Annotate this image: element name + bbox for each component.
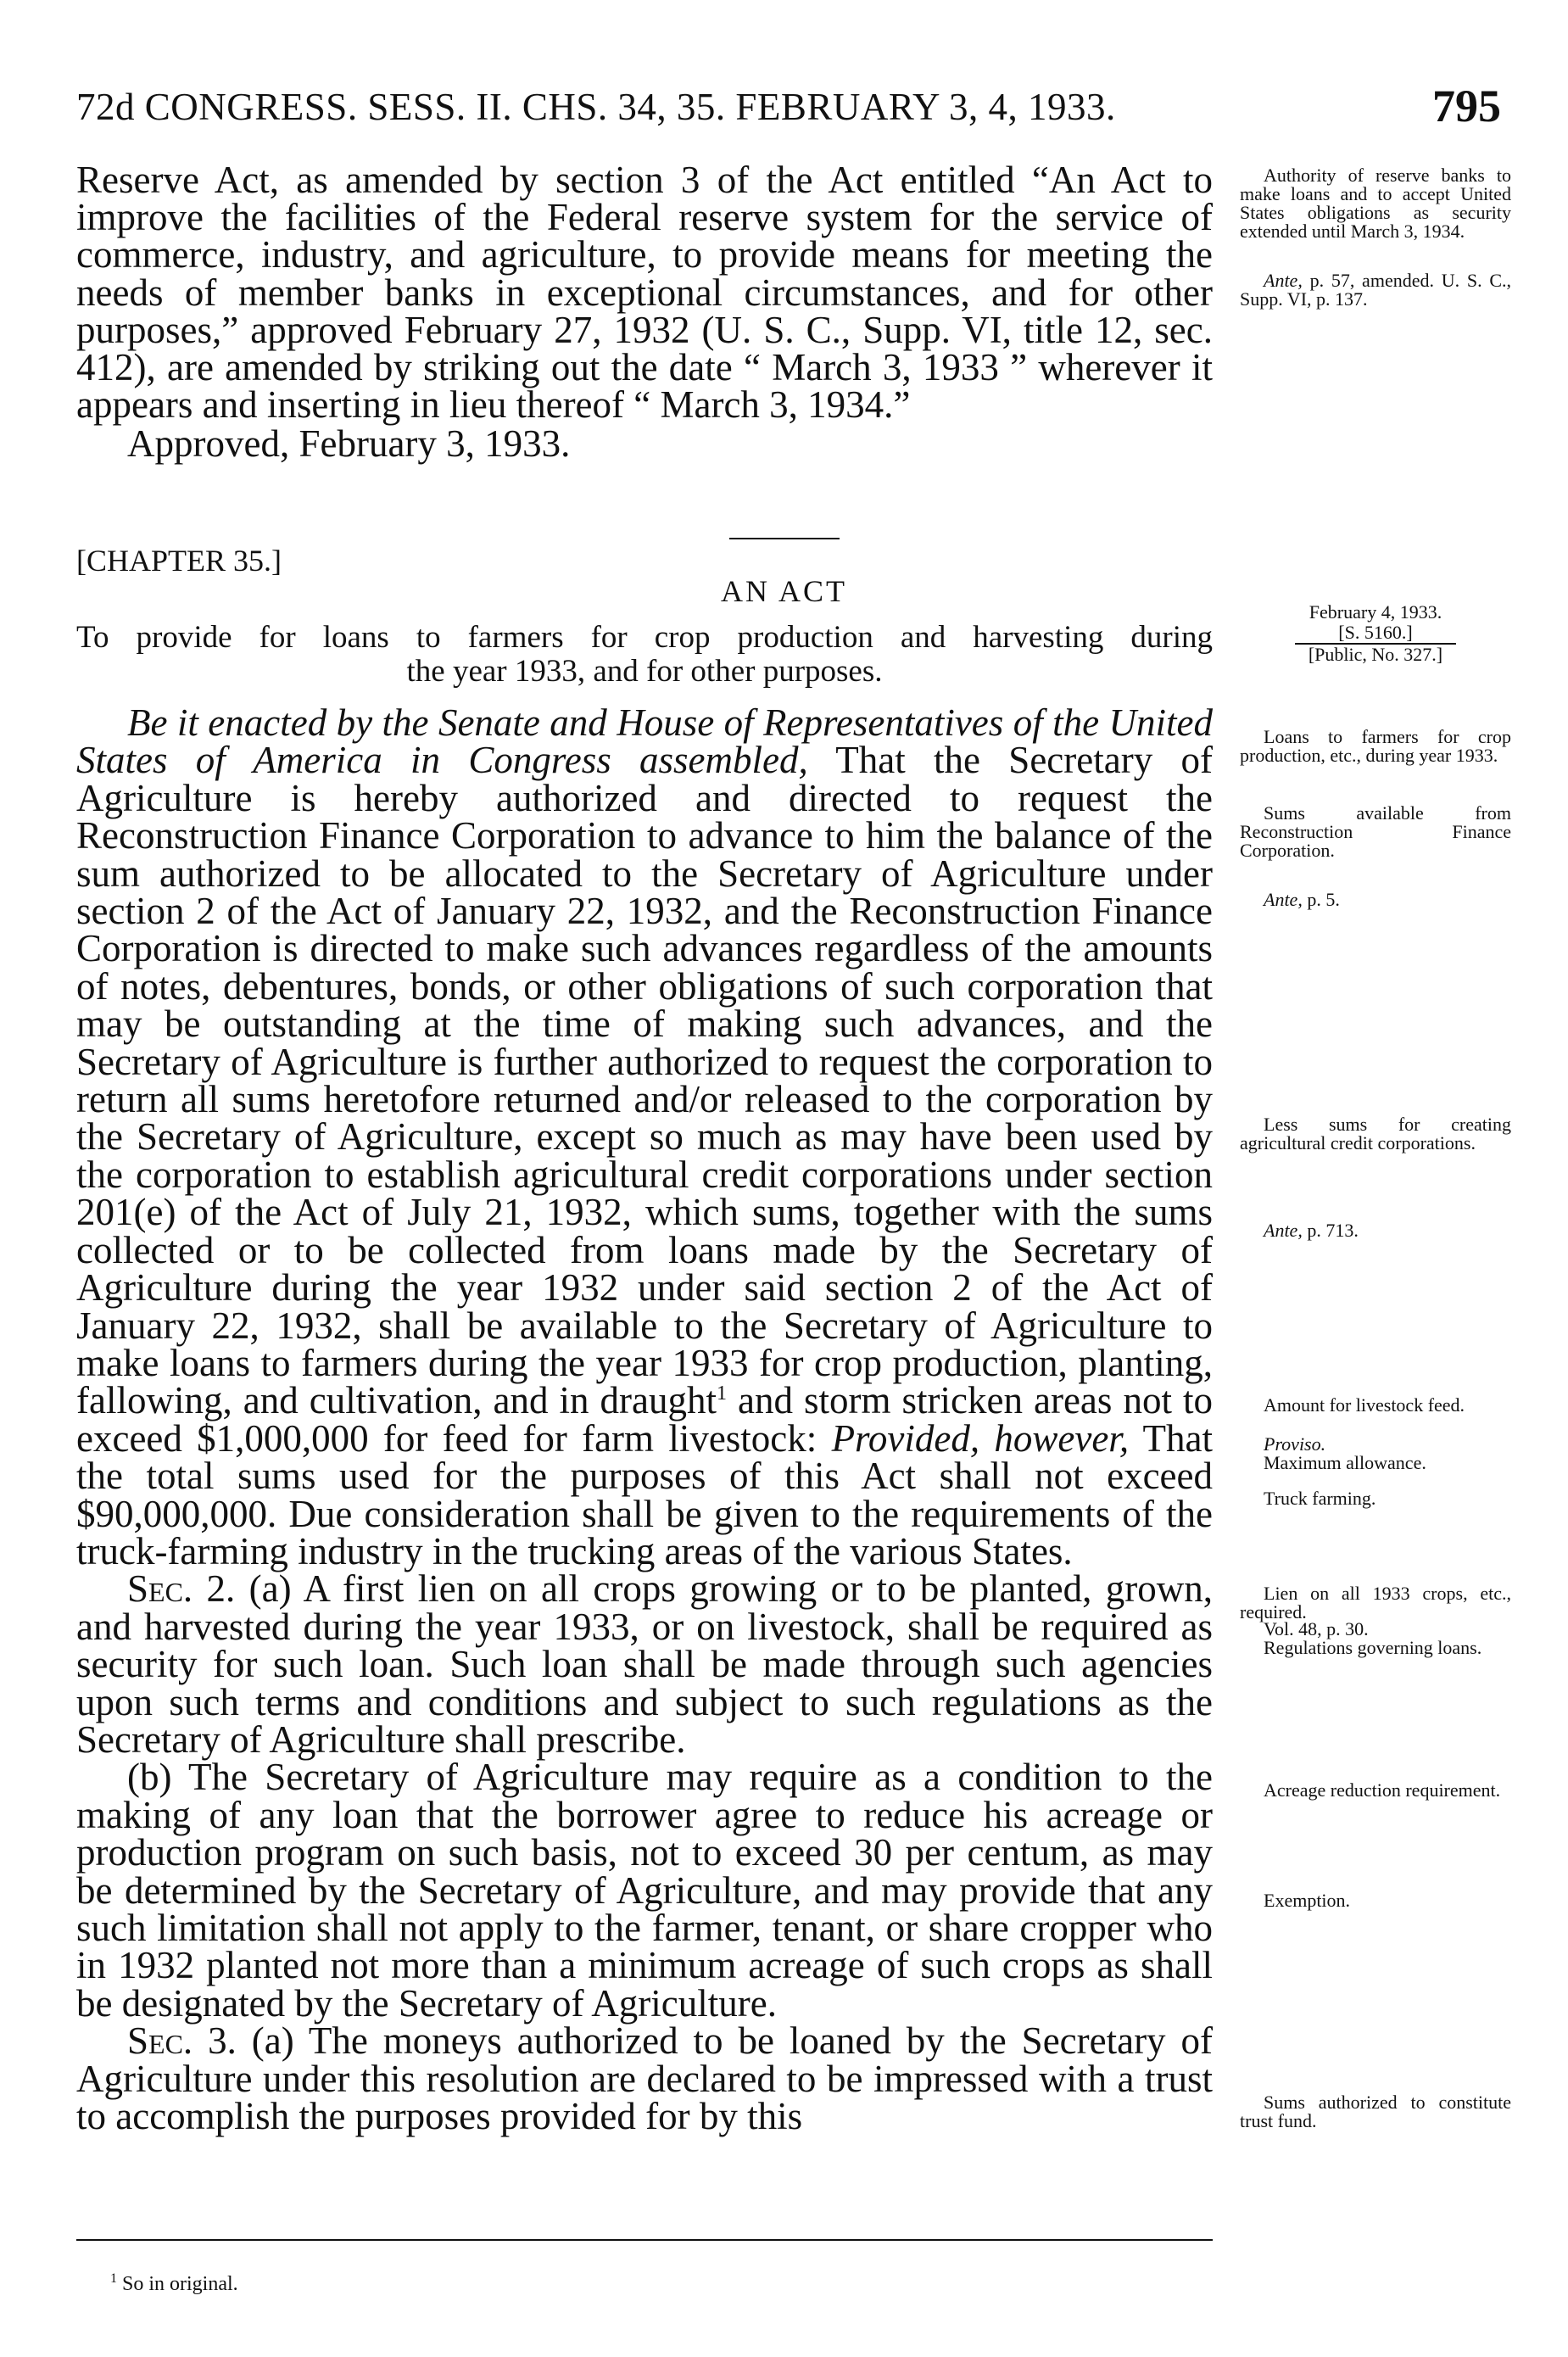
section-3-a xyxy=(76,2019,1213,2138)
margin-note-acreage-reduction: Acreage reduction requirement. xyxy=(1264,1779,1501,1801)
page-number: 795 xyxy=(1432,81,1501,131)
margin-note-loans-to-farmers: Loans to farmers for crop production, etc., during year 1933. xyxy=(1240,726,1511,766)
purpose-line-2: the year 1933, and for other purposes. xyxy=(406,654,883,689)
running-title: 72d CONGRESS. SESS. II. CHS. 34, 35. FEBRUARY 3, 4, 1933. xyxy=(76,86,1116,128)
section-label: Sec. xyxy=(127,1567,193,1611)
enacting-text: That the Secretary of Agriculture is hereby authorized and directed to request the Reconstruction Finance Corporation to advance to him the balance of the sum authorized to be allocated to the Secretary of Agriculture under section 2 of the Act of January 22, 1932, and the Reconstruction Finance Corporation is directed to make such advances regardless of the amounts of notes, debentures, bonds, or other obligations of such corporation that may be outstanding at the time of making such advances, and the Secretary of Agriculture is further authorized to request the corporation to return all sums heretofore returned and/or released to the corporation by the Secretary of Agriculture, except so much as may have been used by the corporation to establish agricultural credit corporations under section 201(e) of the Act of July 21, 1932, which sums, together with the sums collected or to be collected from loans made by the Secretary of Agriculture during the year 1932 under said section 2 of the Act of January 22, 1932, shall be available to the Secretary of Agriculture to make loans to farmers during the year 1933 for crop production, planting, fallowing, and cultivation, and in draught xyxy=(76,739,1213,1422)
footnote-mark: 1 xyxy=(110,2271,117,2286)
margin-note-regulations: Regulations governing loans. xyxy=(1264,1637,1482,1658)
section-2-a-text: 2. (a) A first lien on all crops growing or to be planted, grown, and harvested during the year 1933, or on livestock, shall be required as security for such loan. Such loan shall be made through such agencies upon such terms and conditions and subject to such regulations as the Secretary of Agriculture shall prescribe. xyxy=(76,1567,1213,1761)
margin-note-less-sums: Less sums for creating agricultural credit corporations. xyxy=(1240,1114,1511,1153)
section-3-a-text: 3. (a) The moneys authorized to be loaned by the Secretary of Agriculture under this resolution are declared to be impressed with a trust to accomplish the purposes provided for by this xyxy=(76,2019,1213,2138)
approval-line: Approved, February 3, 1933. xyxy=(127,422,571,466)
footnote-rule xyxy=(76,2239,1213,2241)
section-label: Sec. xyxy=(127,2019,193,2063)
chapter-34-tail xyxy=(76,159,1213,466)
margin-note-truck-farming: Truck farming. xyxy=(1264,1488,1376,1509)
proviso-clause: Provided, however, xyxy=(831,1416,1130,1460)
ante-italic: Ante, xyxy=(1264,270,1303,291)
section-2-a xyxy=(76,1567,1213,1761)
margin-note-trust-fund: Sums authorized to constitute trust fund. xyxy=(1240,2092,1511,2131)
section-2-b: (b) The Secretary of Agriculture may require as a condition to the making of any loan that the borrower agree to reduce his acreage or production program on such basis, not to exceed 30 per centum, as may be determined by the Secretary of Agriculture, and may provide that any such limitation shall not apply to the farmer, tenant, or share cropper who in 1932 planted not more than a minimum acreage of such crops as shall be designated by the Secretary of Agriculture. xyxy=(76,1756,1213,2025)
bill-number: [S. 5160.] xyxy=(1295,623,1456,645)
footnote xyxy=(110,2273,238,2296)
enacting-text-continued: and storm stricken areas not to exceed $1,000,000 for feed for farm livestock: xyxy=(76,1379,1213,1460)
margin-note-sums-available: Sums available from Reconstruction Finance Corporation. xyxy=(1240,802,1511,861)
running-header xyxy=(76,81,1501,136)
enacting-clause: Be it enacted by the Senate and House of Representatives of the United States of America in Congress assembled, xyxy=(76,701,1213,782)
margin-note-maximum-allowance: Maximum allowance. xyxy=(1264,1452,1426,1473)
margin-note-proviso: Proviso. xyxy=(1264,1433,1326,1455)
paragraph-reserve-act: Reserve Act, as amended by section 3 of the Act entitled “An Act to improve the facilities of the Federal reserve system for the service of commerce, industry, and agriculture, to provide means for meeting the needs of member banks in exceptional circumstances, and for other purposes,” approved February 27, 1932 (U. S. C., Supp. VI, title 12, sec. 412), are amended by striking out the date “ March 3, 1933 ” wherever it appears and inserting in lieu thereof “ March 3, 1934.” xyxy=(76,159,1213,427)
enacting-paragraph xyxy=(76,701,1213,1572)
margin-note-ante-5: Ante, p. 5. xyxy=(1264,889,1340,910)
margin-note-ante-57: Ante, p. 57, amended. U. S. C., Supp. VI, p. 137. xyxy=(1240,270,1511,310)
margin-note-ante-713: Ante, p. 713. xyxy=(1264,1220,1359,1241)
chapter-label: [CHAPTER 35.] xyxy=(76,544,282,578)
margin-note-vol-48: Vol. 48, p. 30. xyxy=(1264,1618,1369,1639)
chapter-35-body xyxy=(76,701,1213,2138)
act-purpose xyxy=(76,621,1213,689)
margin-note-livestock-feed: Amount for livestock feed. xyxy=(1264,1394,1465,1416)
bill-date: February 4, 1933. xyxy=(1309,601,1442,623)
bill-info xyxy=(1240,602,1511,665)
footnote-text: So in original. xyxy=(117,2273,238,2295)
margin-note-reserve-authority: Authority of reserve banks to make loans and to accept United States obligations as security extended until March 3, 1934. xyxy=(1240,165,1511,242)
public-law-number: [Public, No. 327.] xyxy=(1308,644,1443,665)
margin-note-exemption: Exemption. xyxy=(1264,1890,1351,1911)
enacting-text-end: That the total sums used for the purposes of this Act shall not exceed $90,000,000. Due consideration shall be given to the requirements of the truck-farming industry in the trucking areas of the various States. xyxy=(76,1416,1213,1572)
act-title: AN ACT xyxy=(720,574,847,608)
footnote-reference: 1 xyxy=(716,1382,727,1405)
margin-note-lien: Lien on all 1933 crops, etc., required. xyxy=(1240,1583,1511,1623)
purpose-line-1: To provide for loans to farmers for crop production and harvesting during xyxy=(76,620,1213,655)
divider-rule xyxy=(729,538,840,539)
